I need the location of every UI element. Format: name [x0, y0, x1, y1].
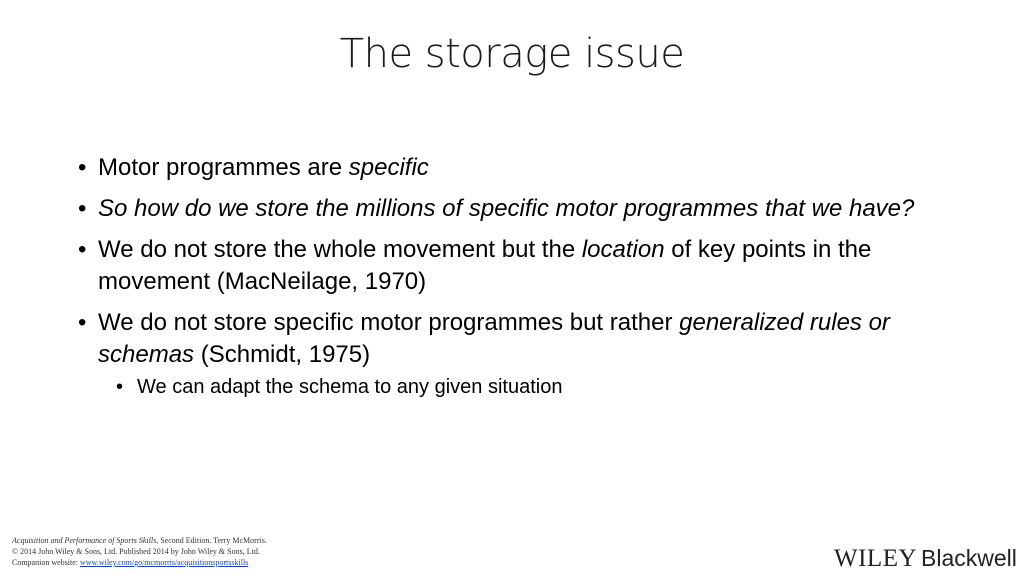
bullet-text: Motor programmes are	[98, 154, 349, 181]
bullet-item	[78, 307, 938, 400]
footer-companion-line	[12, 557, 267, 568]
wiley-blackwell-logo	[834, 545, 1017, 575]
footer-copyright: © 2014 John Wiley & Sons, Ltd. Published 2014 by John Wiley & Sons, Ltd.	[12, 547, 260, 556]
bullet-item	[78, 234, 938, 298]
book-title: Acquisition and Performance of Sports Skills	[12, 536, 157, 545]
bullet-text: We do not store the whole movement but the	[98, 236, 582, 263]
companion-label: Companion website:	[12, 558, 80, 567]
bullet-list	[78, 152, 938, 409]
bullet-text-tail: (Schmidt, 1975)	[194, 341, 371, 368]
bullet-emphasis: location	[581, 236, 665, 263]
bullet-emphasis: So how do we store the millions of specific motor programmes that we have?	[98, 195, 915, 222]
slide-title: The storage issue	[339, 31, 685, 77]
logo-wiley-text: WILEY	[834, 545, 918, 572]
footer-credit	[12, 535, 267, 568]
sub-bullet-item: • We can adapt the schema to any given situation	[116, 374, 938, 400]
logo-blackwell-text: Blackwell	[921, 545, 1017, 571]
bullet-text: We do not store specific motor programmes but rather	[98, 309, 680, 336]
bullet-item	[78, 152, 938, 184]
footer-book-line	[12, 535, 267, 546]
bullet-emphasis: specific	[348, 154, 429, 181]
book-edition: , Second Edition. Terry McMorris.	[156, 536, 267, 545]
sub-bullet-list	[98, 374, 938, 400]
bullet-text-tail: of key points in the movement (MacNeilage, 1970)	[98, 236, 872, 295]
companion-website-link[interactable]: www.wiley.com/go/mcmorris/acquisitionsportsskills	[80, 558, 249, 567]
bullet-item	[78, 193, 938, 225]
bullet-emphasis: generalized rules or schemas	[98, 309, 890, 368]
